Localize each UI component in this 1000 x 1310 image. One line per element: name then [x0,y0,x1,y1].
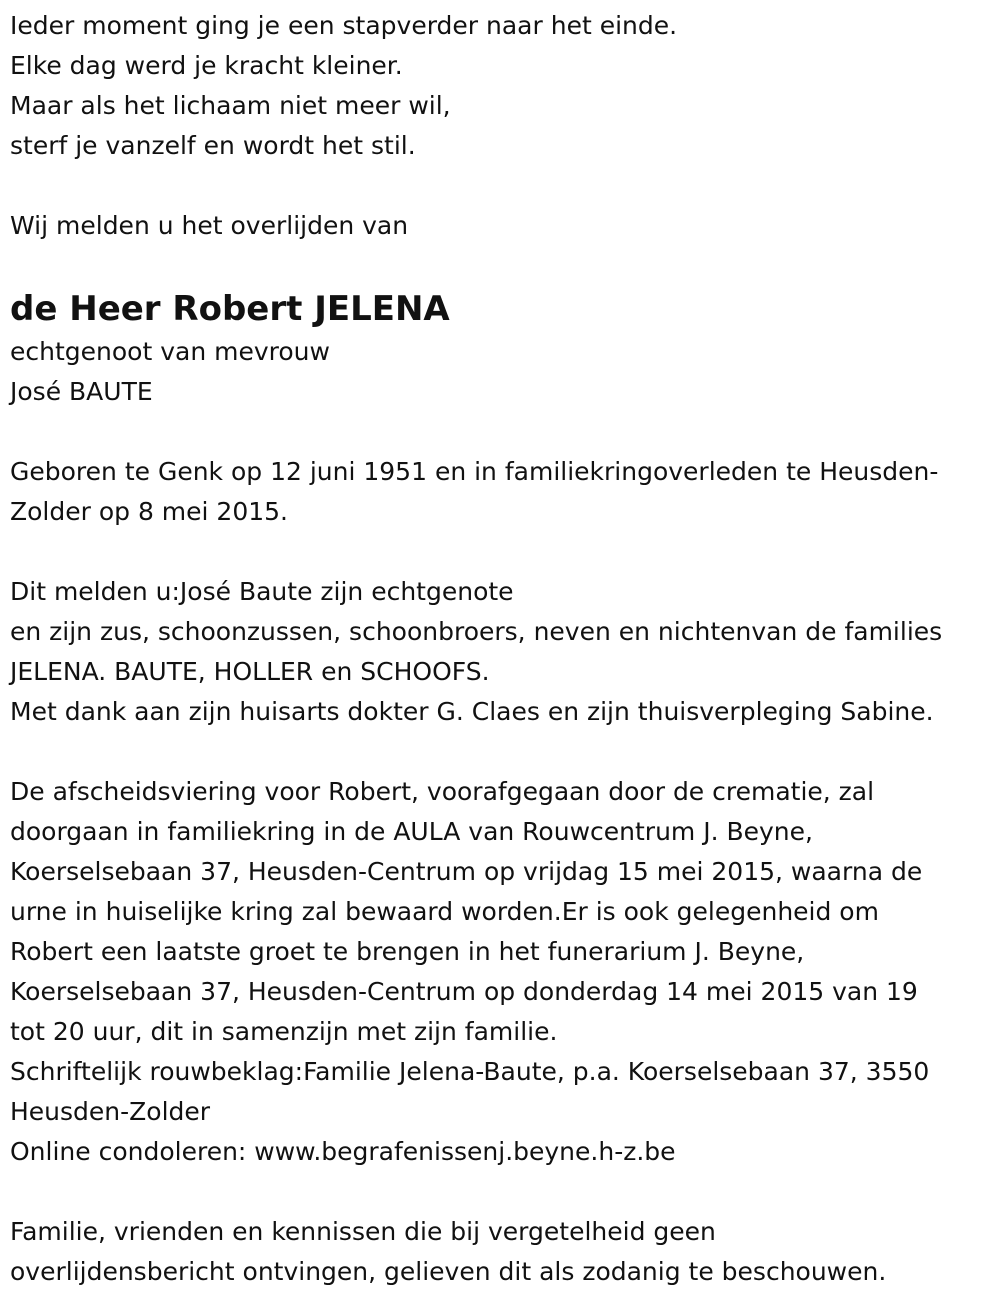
ceremony-block [10,772,990,1172]
poem-line: Maar als het lichaam niet meer wil, [10,91,451,120]
family-block [10,572,990,732]
family-line: en zijn zus, schoonzussen, schoonbroers, neven en nichtenvan de families [10,617,943,646]
birth-death-block [10,452,990,532]
spacer [10,246,990,286]
spouse-block [10,332,990,412]
closing-line: Familie, vrienden en kennissen die bij vergetelheid geen [10,1217,716,1246]
family-line: Met dank aan zijn huisarts dokter G. Claes en zijn thuisverpleging Sabine. [10,697,934,726]
online-condolence-line: Online condoleren: www.begrafenissenj.beyne.h-z.be [10,1137,676,1166]
poem [10,6,990,166]
ceremony-line: Koerselsebaan 37, Heusden-Centrum op vrijdag 15 mei 2015, waarna de [10,857,923,886]
closing-block [10,1212,990,1292]
ceremony-line: Schriftelijk rouwbeklag:Familie Jelena-Baute, p.a. Koerselsebaan 37, 3550 [10,1057,930,1086]
spacer [10,412,990,452]
poem-line: Ieder moment ging je een stapverder naar het einde. [10,11,678,40]
spacer [10,532,990,572]
announcement-intro: Wij melden u het overlijden van [10,211,409,240]
poem-line: sterf je vanzelf en wordt het stil. [10,131,416,160]
ceremony-line: doorgaan in familiekring in de AULA van Rouwcentrum J. Beyne, [10,817,813,846]
closing-line: overlijdensbericht ontvingen, gelieven dit als zodanig te beschouwen. [10,1257,887,1286]
birth-death-line: Geboren te Genk op 12 juni 1951 en in familiekringoverleden te Heusden- [10,457,939,486]
ceremony-line: Koerselsebaan 37, Heusden-Centrum op donderdag 14 mei 2015 van 19 [10,977,918,1006]
ceremony-line: Robert een laatste groet te brengen in het funerarium J. Beyne, [10,937,805,966]
spouse-line: José BAUTE [10,377,153,406]
spacer [10,166,990,206]
poem-line: Elke dag werd je kracht kleiner. [10,51,403,80]
deceased-name: de Heer Robert JELENA [10,289,450,329]
family-line: Dit melden u:José Baute zijn echtgenote [10,577,514,606]
spouse-line: echtgenoot van mevrouw [10,337,330,366]
birth-death-line: Zolder op 8 mei 2015. [10,497,289,526]
ceremony-line: De afscheidsviering voor Robert, voorafgegaan door de crematie, zal [10,777,875,806]
ceremony-line: Heusden-Zolder [10,1097,211,1126]
ceremony-line: urne in huiselijke kring zal bewaard worden.Er is ook gelegenheid om [10,897,879,926]
family-line: JELENA. BAUTE, HOLLER en SCHOOFS. [10,657,490,686]
spacer [10,1172,990,1212]
spacer [10,732,990,772]
ceremony-line: tot 20 uur, dit in samenzijn met zijn familie. [10,1017,558,1046]
